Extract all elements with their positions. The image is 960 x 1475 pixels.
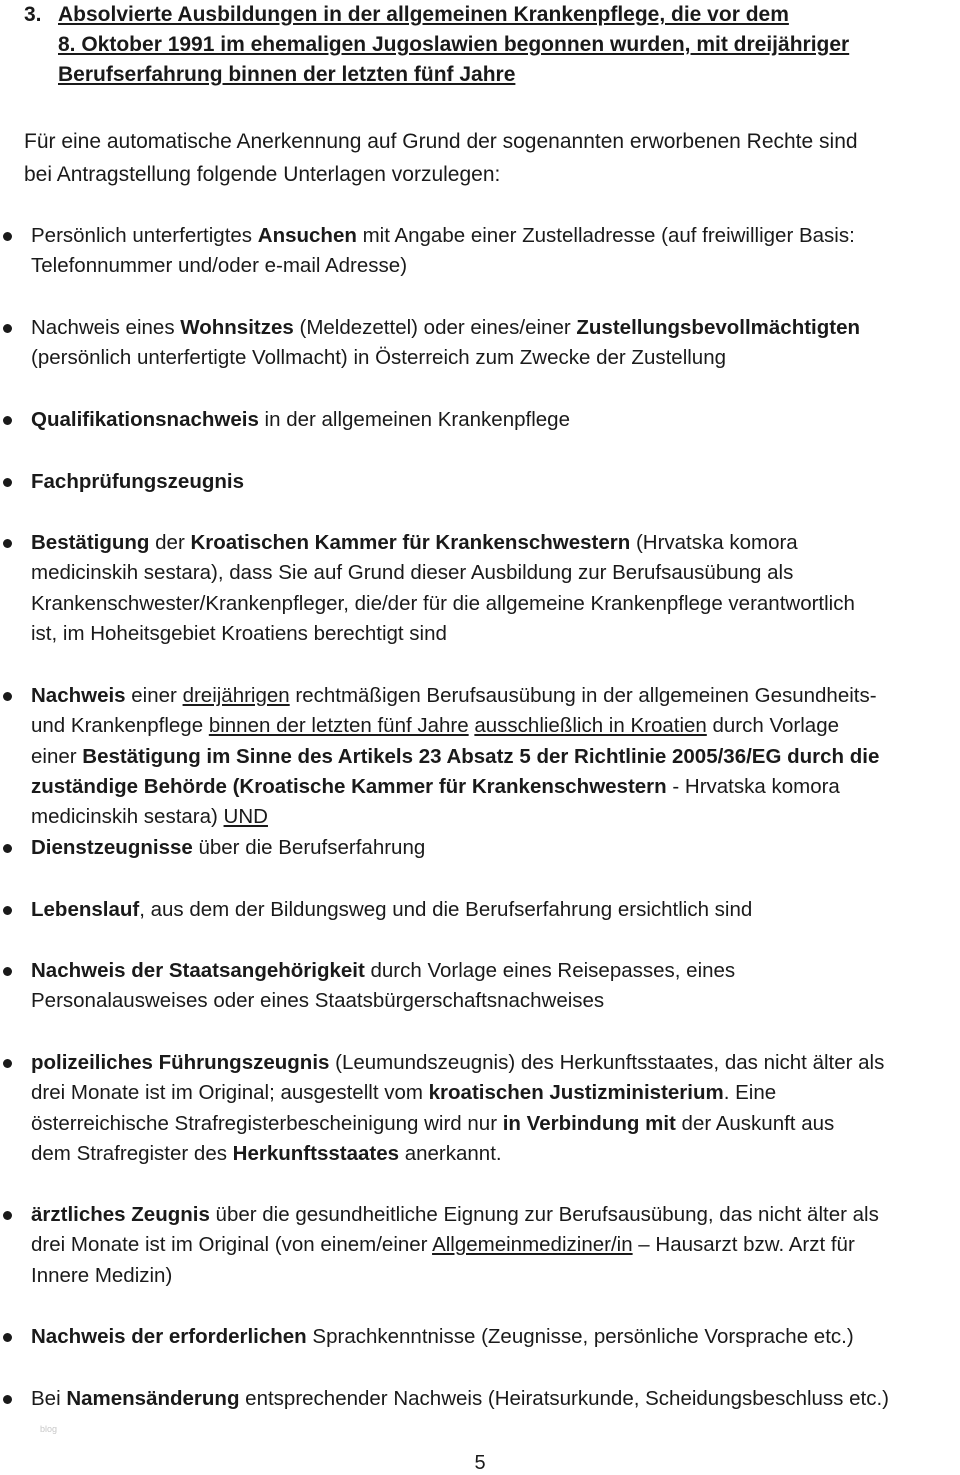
item-text: medicinskih sestara) (31, 805, 224, 829)
item-underlined-text: UND (223, 805, 268, 829)
item-text: medicinskih sestara), dass Sie auf Grund dieser Ausbildung zur Berufsausübung als (31, 561, 794, 585)
bullet-icon (3, 1395, 12, 1404)
item-underlined-text: binnen der letzten fünf Jahre (208, 714, 469, 738)
item-underlined-text: ausschließlich in Kroatien (474, 714, 707, 738)
item-text: einer (31, 744, 83, 768)
bullet-icon (3, 1211, 12, 1220)
item-text: Innere Medizin) (31, 1263, 173, 1287)
item-text: durch Vorlage (706, 714, 840, 738)
item-text: (persönlich unterfertigte Vollmacht) in Österreich zum Zwecke der Zustellung (31, 346, 727, 370)
item-bold-text: Nachweis der Staatsangehörigkeit (31, 959, 365, 982)
watermark-text: blog (40, 1424, 58, 1434)
bullet-icon (3, 1333, 12, 1342)
item-text: Sprachkenntnisse (Zeugnisse, persönliche Vorsprache etc.) (306, 1325, 854, 1348)
item-bold-text: Bestätigung (31, 531, 150, 554)
item-text: Persönlich unterfertigtes (31, 224, 258, 247)
item-text: . Eine (723, 1081, 777, 1105)
item-text: mit Angabe einer Zustelladresse (auf freiwilliger Basis: (356, 224, 855, 247)
bullet-icon (3, 906, 12, 915)
heading-line-2: 8. Oktober 1991 im ehemaligen Jugoslawien begonnen wurden, mit dreijähriger (58, 33, 850, 56)
item-text: Krankenschwester/Krankenpfleger, die/der für die allgemeine Krankenpflege verantwortlich (31, 591, 855, 615)
item-text: - Hrvatska komora (666, 774, 840, 798)
item-bold-text: Qualifikationsnachweis (31, 408, 259, 431)
item-text: über die gesundheitliche Eignung zur Berufsausübung, das nicht älter als (209, 1203, 879, 1226)
item-bold-text: Lebenslauf (31, 898, 140, 921)
item-text: ist, im Hoheitsgebiet Kroatiens berechtigt sind (31, 621, 447, 645)
item-bold-text: in Verbindung mit (502, 1111, 676, 1135)
item-text: der (149, 531, 191, 554)
item-text: Bei (31, 1387, 67, 1410)
bullet-icon (3, 1059, 12, 1068)
item-text: – Hausarzt bzw. Arzt für (632, 1233, 855, 1257)
item-text: rechtmäßigen Berufsausübung in der allgemeinen Gesundheits- (289, 684, 877, 707)
item-text: drei Monate ist im Original (von einem/einer (31, 1233, 433, 1257)
intro-line-2: bei Antragstellung folgende Unterlagen vorzulegen: (24, 163, 501, 186)
item-underlined-text: Allgemeinmediziner/in (432, 1233, 633, 1257)
item-text: in der allgemeinen Krankenpflege (258, 408, 570, 431)
bullet-icon (3, 232, 12, 241)
item-bold-text: ärztliches Zeugnis (31, 1203, 210, 1226)
item-text: einer (125, 684, 183, 707)
item-text: dem Strafregister des (31, 1141, 233, 1165)
item-bold-text: zuständige Behörde (Kroatische Kammer für Krankenschwestern (31, 774, 667, 798)
item-bold-text: Zustellungsbevollmächtigten (576, 316, 861, 339)
item-underlined-text: dreijährigen (182, 684, 290, 707)
item-bold-text: Bestätigung im Sinne des Artikels 23 Absatz 5 der Richtlinie 2005/36/EG durch die (82, 744, 880, 768)
item-text: der Auskunft aus (675, 1111, 835, 1135)
item-bold-text: Nachweis der erforderlichen (31, 1325, 307, 1348)
item-bold-text: polizeiliches Führungszeugnis (31, 1051, 330, 1074)
bullet-icon (3, 967, 12, 976)
item-bold-text: Nachweis (31, 684, 126, 707)
item-text: Nachweis eines (31, 316, 181, 339)
item-text: über die Berufserfahrung (192, 836, 426, 859)
item-bold-text: Ansuchen (257, 224, 357, 247)
item-text: durch Vorlage eines Reisepasses, eines (364, 959, 736, 982)
intro-line-1: Für eine automatische Anerkennung auf Grund der sogenannten erworbenen Rechte sind (24, 130, 858, 153)
bullet-icon (3, 539, 12, 548)
item-text: Telefonnummer und/oder e-mail Adresse) (31, 254, 408, 278)
item-text: entsprechender Nachweis (Heiratsurkunde, Scheidungsbeschluss etc.) (239, 1387, 889, 1410)
item-bold-text: Fachprüfungszeugnis (31, 470, 244, 493)
bullet-icon (3, 844, 12, 853)
item-text: anerkannt. (399, 1141, 502, 1165)
item-text: , aus dem der Bildungsweg und die Berufserfahrung ersichtlich sind (139, 898, 753, 921)
bullet-icon (3, 478, 12, 487)
item-text: und Krankenpflege (31, 714, 209, 738)
page-number: 5 (474, 1452, 486, 1474)
item-text: österreichische Strafregisterbescheinigung wird nur (31, 1111, 503, 1135)
item-text: (Meldezettel) oder eines/einer (293, 316, 577, 339)
item-bold-text: Kroatischen Kammer für Krankenschwestern (190, 531, 631, 554)
bullet-icon (3, 324, 12, 333)
bullet-icon (3, 416, 12, 425)
bullet-icon (3, 692, 12, 701)
heading-number: 3. (24, 3, 42, 26)
item-text: (Hrvatska komora (630, 531, 798, 554)
heading-line-3: Berufserfahrung binnen der letzten fünf Jahre (58, 63, 516, 86)
heading-line-1: Absolvierte Ausbildungen in der allgemeinen Krankenpflege, die vor dem (58, 3, 789, 26)
section-heading (24, 0, 924, 90)
item-bold-text: Namensänderung (66, 1387, 240, 1410)
item-bold-text: Wohnsitzes (180, 316, 294, 339)
item-text: drei Monate ist im Original; ausgestellt vom (31, 1081, 429, 1105)
intro-paragraph (24, 125, 944, 191)
item-bold-text: Dienstzeugnisse (31, 836, 193, 859)
item-text: (Leumundszeugnis) des Herkunftsstaates, das nicht älter als (329, 1051, 885, 1074)
item-bold-text: kroatischen Justizministerium (428, 1081, 724, 1105)
item-bold-text: Herkunftsstaates (232, 1141, 400, 1165)
item-text: Personalausweises oder eines Staatsbürgerschaftsnachweises (31, 989, 605, 1013)
